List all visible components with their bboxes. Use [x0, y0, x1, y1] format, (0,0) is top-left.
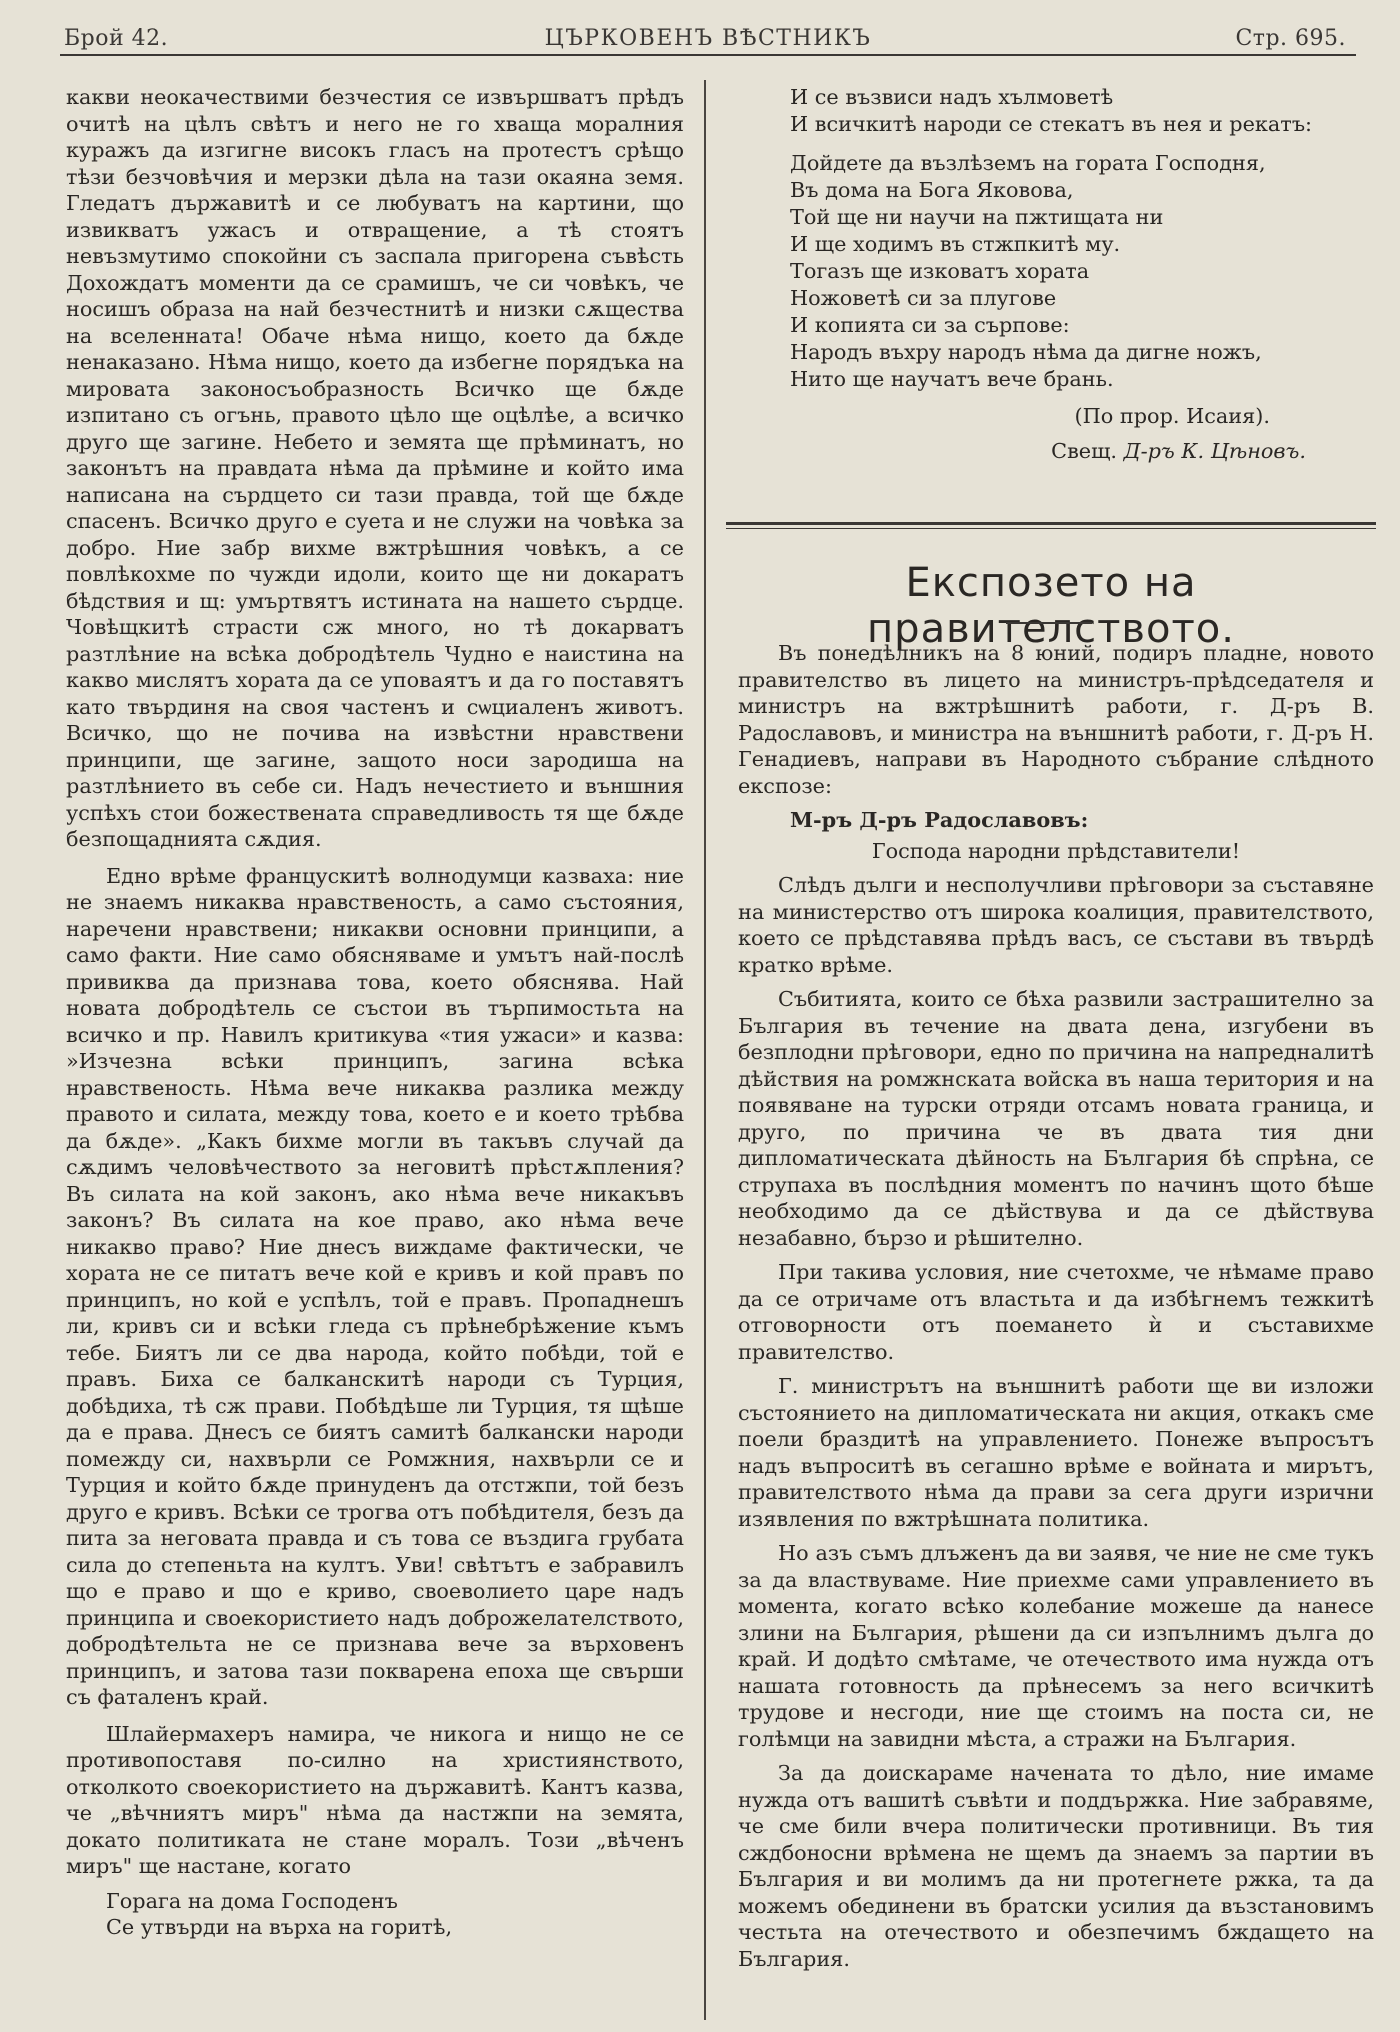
poem-author [790, 438, 1350, 465]
poem-line: Ножоветѣ си за плугове [790, 286, 1057, 310]
article-paragraph: При такива условия, ние счетохме, че нѣмаме право да се отричаме отъ властьта и да избѣгнемъ тежкитѣ отговорности отъ поемането ѝ и съставихме правителство. [738, 1260, 1374, 1364]
page-number: Стр. 695. [1235, 26, 1346, 51]
column-divider [704, 80, 706, 2020]
article-paragraph: Но азъ съмъ длъженъ да ви заявя, че ние не сме тукъ за да властвуваме. Ние приехме сами управлението въ момента, когато всѣко колебание можеше да нанесе злини на България, рѣшени да си изпълнимъ дълга до край. И додѣто смѣтаме, че отечеството има нужда отъ нашата готовность да прѣнесемъ за него всичкитѣ трудове и несгоди, ние ще стоимъ на поста си, не голѣмци на завидни мѣста, а стражи на България. [738, 1541, 1374, 1751]
poem-line: И всичкитѣ народи се стекатъ въ нея и рекатъ: [790, 112, 1313, 136]
poem-line: Дойдете да възлѣземъ на гората Господня, [790, 151, 1266, 175]
poem-line: Нито ще научатъ вече брань. [790, 367, 1114, 391]
article-paragraph: За да доискараме начената то дѣло, ние имаме нужда отъ вашитѣ съвѣти и поддържка. Ние забравяме, че сме били вчера политически противници. Въ тия сждбоносни врѣмена не щемъ да знаемъ за партии въ България и ви молимъ да ни протегнете ржка, та да можемъ обединени въ братски усилия да възстановимъ честьта на отечеството и обезпечимъ бждащето на България. [738, 1761, 1374, 1971]
left-column [66, 84, 684, 1941]
right-column-article [738, 640, 1374, 1972]
masthead-title: ЦЪРКОВЕНЪ ВѢСТНИКЪ [544, 26, 872, 51]
poem-line: Той ще ни научи на пжтищата ни [790, 205, 1164, 229]
page-header [60, 18, 1356, 58]
header-rule [60, 54, 1356, 56]
poem-block [790, 84, 1350, 465]
left-paragraph-3: Шлайермахеръ намира, че никога и нищо не се противопоставя по-силно на християнството, отколкото своекористието на държавитѣ. Кантъ казва, че „вѣчниятъ миръ" нѣма да настжпи на земята, докато политиката не стане моралъ. Този „вѣченъ миръ" ще настане, когато [66, 1721, 684, 1878]
left-paragraph-2: Едно врѣме францускитѣ волнодумци казваха: ние не знаемъ никаква нравственость, а само състояния, наречени нравствени; никакви основни принципи, а само факти. Ние само обясняваме и умътъ най-послѣ привиква да признава това, което обяснява. Най новата добродѣтель се състои въ търпимостьта на всичко и пр. Навилъ критикува «тия ужаси» и казва: »Изчезна всѣки принципъ, загина всѣка нравственость. Нѣма вече никаква разлика между правото и силата, между това, което е и което трѣбва да бѫде». „Какъ бихме могли въ такъвъ случай да сѫдимъ человѣчеството за неговитѣ прѣстѫпления? Въ силата на кой законъ, ако нѣма вече никакъвъ законъ? Въ силата на кое право, ако нѣма вече никакво право? Ние днесъ виждаме фактически, че хората не се питатъ вече кой е кривъ и кой правъ по принципъ, но кой е успѣлъ, той е правъ. Пропаднешъ ли, кривъ си и всѣки гледа съ прѣнебрѣжение къмъ тебе. Биятъ ли се два народа, който побѣди, той е правъ. Биха се балканскитѣ народи съ Турция, добѣдиха, тѣ сж прави. Побѣдѣше ли Турция, тя щѣше да е права. Днесъ се биятъ самитѣ балкански народи помежду си, нахвърли се Ромжния, нахвърли се и Турция и който бѫде принуденъ да отстжпи, той безъ друго е кривъ. Всѣки се трогва отъ побѣдителя, безъ да пита за неговата правда и съ това се въздига грубата сила до степеньта на култъ. Уви! свѣтътъ е забравилъ що е право и що е криво, своеволието царе надъ принципа и своекористието надъ доброжелателството, добродѣтельта не се признава вече за върховенъ принципъ, и затова тази покварена епоха ще свърши съ фаталенъ край. [66, 863, 684, 1709]
poem-line: И копията си за сърпове: [790, 313, 1070, 337]
poem-line: И ще ходимъ въ стжпкитѣ му. [790, 232, 1121, 256]
poem-line: Въ дома на Бога Яковова, [790, 178, 1074, 202]
poem-line: Народъ въхру народъ нѣма да дигне ножъ, [790, 340, 1262, 364]
article-paragraph: Слѣдъ дълги и несполучливи прѣговори за съставяне на министерство отъ широка коалиция, правителството, което се прѣдставява прѣдъ васъ, се състави въ твърдѣ кратко врѣме. [738, 873, 1374, 977]
poem-source: (По прор. Исаия). [1074, 404, 1270, 428]
poem-line: Тогазъ ще изковатъ хората [790, 259, 1090, 283]
left-paragraph-1: какви неокачествими безчестия се извършватъ прѣдъ очитѣ на цѣлъ свѣтъ и него не го хваща моралния куражъ да изгигне високъ гласъ на протестъ срѣщо тѣзи безчовѣчия и мерзки дѣла на тази окаяна земя. Гледатъ държавитѣ и се любуватъ на картини, що извикватъ ужасъ и отвращение, а тѣ стоятъ невъзмутимо спокойни съ заспала пригорена съвѣсть Дохождатъ моменти да се срамишъ, че си човѣкъ, че носишъ образа на най безчестнитѣ и низки сѫщества на вселенната! Обаче нѣма нищо, което да бѫде ненаказано. Нѣма нищо, което да избегне порядъка на мировата законосъобразность Всичко ще бѫде изпитано съ огънь, правото цѣло ще оцѣлѣе, а всичко друго ще загине. Небето и земята ще прѣминатъ, но законътъ на правдата нѣма да прѣмине и който има написана на сърдцето си тази правда, той ще бѫде спасенъ. Всичко друго е суета и не служи на човѣка за добро. Ние забр вихме вжтрѣшния човѣкъ, а се повлѣкохме по чужди идоли, които ще ни докаратъ бѣдствия и щ: умъртвятъ истината на нашето сърдце. Човѣщкитѣ страсти сж много, но тѣ докарватъ разтлѣние на всѣка добродѣтель Чудно е наистина на какво мислятъ хората да се уповаятъ и да го поставятъ като твърдиня на своя частенъ и сѡциаленъ животъ. Всичко, що не почива на извѣстни нравствени принципи, ще загине, защото носи зародиша на разтлѣнието въ себе си. Надъ нечестието и външния успѣхъ стои божествената справедливость тя ще бѫде безпощаднията сѫдия. [66, 85, 684, 851]
section-rule-thick [726, 522, 1376, 525]
article-headline: Експозето на правителството. [867, 560, 1235, 652]
issue-number: Брой 42. [64, 26, 169, 51]
author-title: Свещ. [1051, 439, 1118, 463]
section-rule-thin [726, 528, 1376, 529]
article-paragraph: Събитията, които се бѣха развили застрашително за България въ течение на двата дена, изгубени въ безплодни прѣговори, едно по причина на напредналитѣ дѣйствия на ромжнската войска въ наша територия и на появяване на турски отряди отсамъ новата граница, и друго, по причина че въ двата тия дни дипломатическата дѣйность на България бѣ спрѣна, се струпаха въ послѣдния моментъ по начинъ щото бѣше необходимо да се дѣйствува и да се дѣйствува незабавно, бързо и рѣшително. [738, 987, 1374, 1250]
article-salutation: Господа народни прѣдставители! [871, 838, 1241, 863]
poem-line: И се възвиси надъ хълмоветѣ [790, 85, 1114, 109]
article-intro: Въ понедѣлникъ на 8 юний, подиръ пладне, новото правителство въ лицето на министръ-прѣдседателя и министръ на вжтрѣшнитѣ работи, г. Д-ръ В. Радославовъ, и министра на външнитѣ работи, г. Д-ръ Н. Генадиевъ, направи въ Народното събрание слѣдното експозе: [738, 641, 1374, 798]
headline-rule [1006, 622, 1092, 624]
article-paragraph: Г. министрътъ на външнитѣ работи ще ви изложи състоянието на дипломатическата ни акция, откакъ сме поели браздитѣ на управлението. Понеже въпросътъ надъ въпроситѣ въ сегашно врѣме е войната и мирътъ, правителството нѣма да прави за сега други изрични изявления по вжтрѣшната политика. [738, 1374, 1374, 1531]
article-speaker: М-ръ Д-ръ Радославовъ: [790, 807, 1089, 832]
verse-line-1: Горага на дома Господенъ [106, 1888, 398, 1913]
verse-line-2: Се утвърди на върха на горитѣ, [106, 1915, 453, 1939]
author-name: Д-ръ К. Цѣновъ. [1123, 439, 1306, 463]
